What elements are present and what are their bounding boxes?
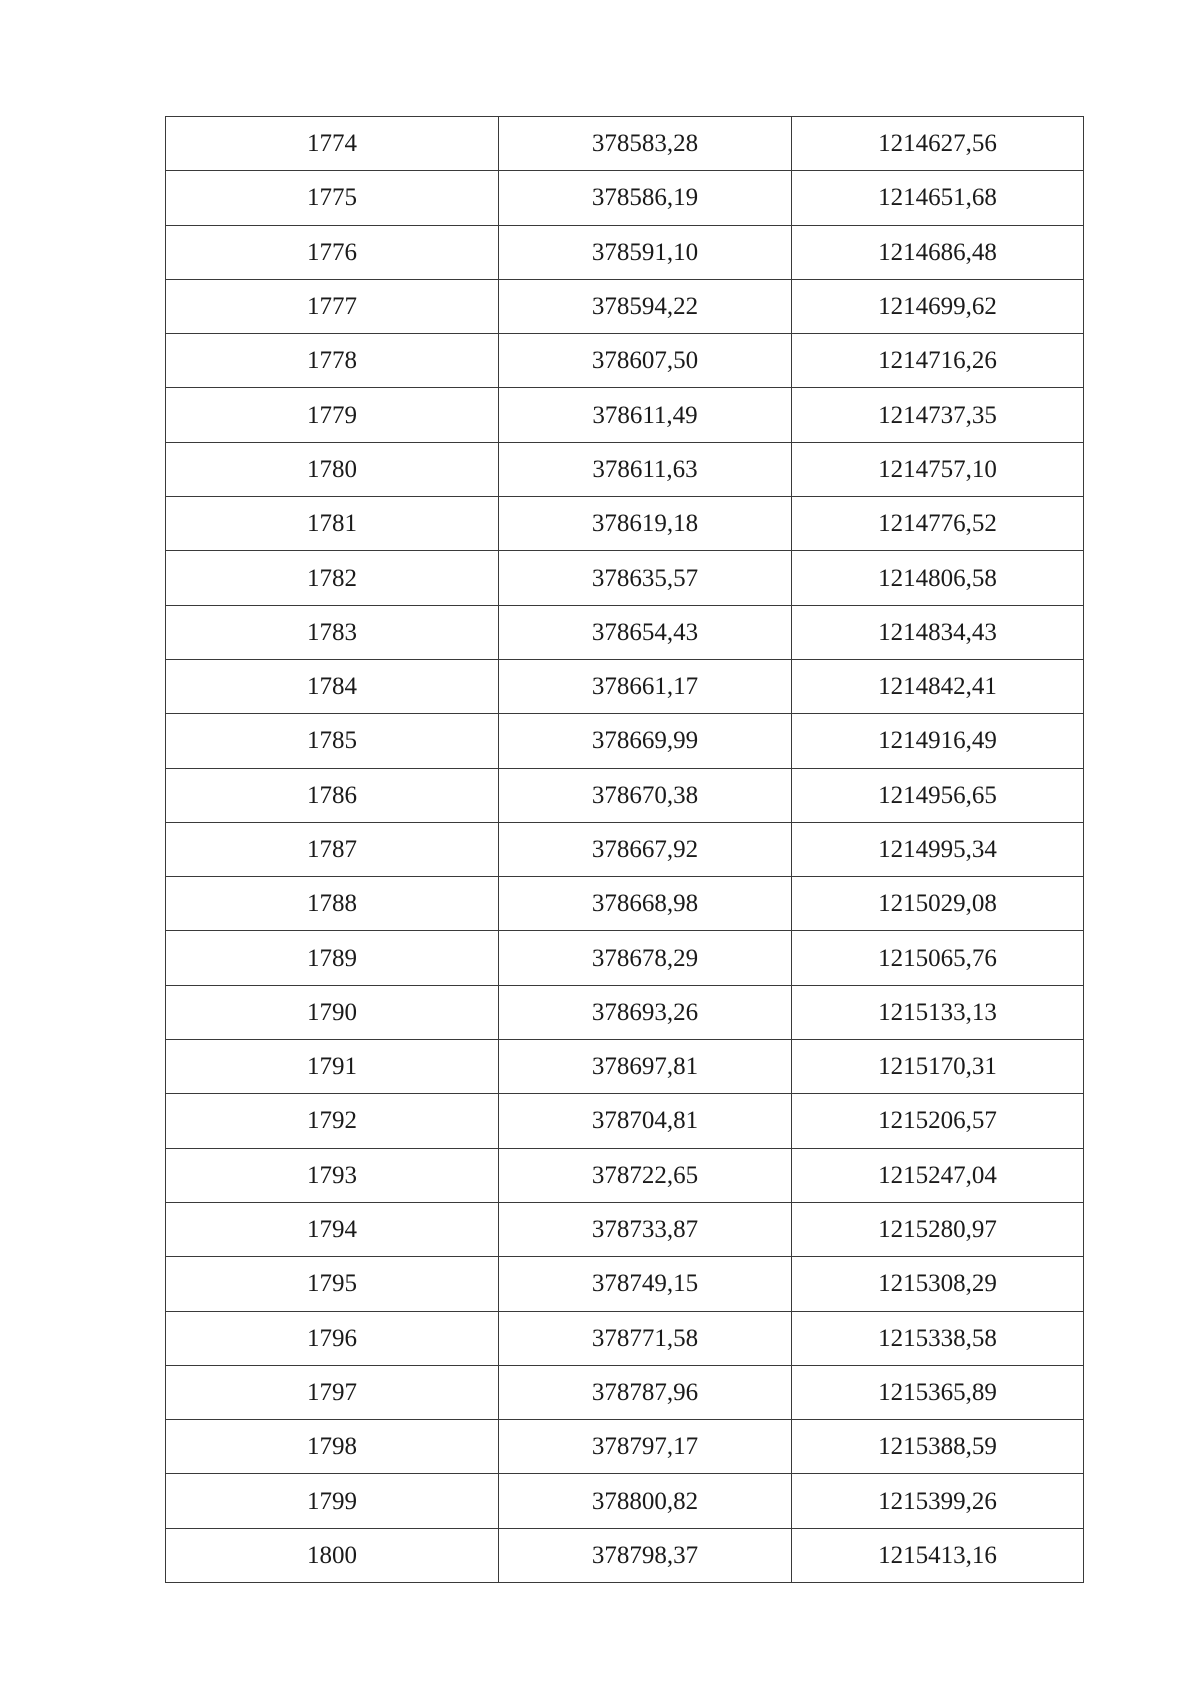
y-coordinate-cell: 1215338,58 bbox=[792, 1311, 1084, 1365]
table-row bbox=[166, 1040, 1084, 1094]
x-coordinate-cell: 378771,58 bbox=[499, 1311, 792, 1365]
x-coordinate-cell: 378594,22 bbox=[499, 279, 792, 333]
table-row bbox=[166, 497, 1084, 551]
x-coordinate-cell: 378749,15 bbox=[499, 1257, 792, 1311]
y-coordinate-cell: 1215029,08 bbox=[792, 877, 1084, 931]
point-number-cell: 1782 bbox=[166, 551, 499, 605]
point-number-cell: 1800 bbox=[166, 1528, 499, 1582]
table-row bbox=[166, 1311, 1084, 1365]
point-number-cell: 1799 bbox=[166, 1474, 499, 1528]
point-number-cell: 1798 bbox=[166, 1420, 499, 1474]
y-coordinate-cell: 1215065,76 bbox=[792, 931, 1084, 985]
y-coordinate-cell: 1215170,31 bbox=[792, 1040, 1084, 1094]
y-coordinate-cell: 1215399,26 bbox=[792, 1474, 1084, 1528]
table-row bbox=[166, 1474, 1084, 1528]
table-row bbox=[166, 225, 1084, 279]
point-number-cell: 1790 bbox=[166, 985, 499, 1039]
x-coordinate-cell: 378654,43 bbox=[499, 605, 792, 659]
x-coordinate-cell: 378693,26 bbox=[499, 985, 792, 1039]
x-coordinate-cell: 378668,98 bbox=[499, 877, 792, 931]
x-coordinate-cell: 378722,65 bbox=[499, 1148, 792, 1202]
x-coordinate-cell: 378611,63 bbox=[499, 442, 792, 496]
y-coordinate-cell: 1215388,59 bbox=[792, 1420, 1084, 1474]
point-number-cell: 1793 bbox=[166, 1148, 499, 1202]
table-row bbox=[166, 1528, 1084, 1582]
y-coordinate-cell: 1215413,16 bbox=[792, 1528, 1084, 1582]
point-number-cell: 1787 bbox=[166, 822, 499, 876]
y-coordinate-cell: 1214737,35 bbox=[792, 388, 1084, 442]
y-coordinate-cell: 1215206,57 bbox=[792, 1094, 1084, 1148]
point-number-cell: 1785 bbox=[166, 714, 499, 768]
point-number-cell: 1779 bbox=[166, 388, 499, 442]
table-row bbox=[166, 1257, 1084, 1311]
y-coordinate-cell: 1214699,62 bbox=[792, 279, 1084, 333]
table-row bbox=[166, 1365, 1084, 1419]
table-row bbox=[166, 605, 1084, 659]
x-coordinate-cell: 378669,99 bbox=[499, 714, 792, 768]
point-number-cell: 1781 bbox=[166, 497, 499, 551]
x-coordinate-cell: 378583,28 bbox=[499, 117, 792, 171]
y-coordinate-cell: 1214716,26 bbox=[792, 334, 1084, 388]
y-coordinate-cell: 1215133,13 bbox=[792, 985, 1084, 1039]
y-coordinate-cell: 1214995,34 bbox=[792, 822, 1084, 876]
x-coordinate-cell: 378797,17 bbox=[499, 1420, 792, 1474]
point-number-cell: 1792 bbox=[166, 1094, 499, 1148]
table-row bbox=[166, 279, 1084, 333]
y-coordinate-cell: 1214842,41 bbox=[792, 659, 1084, 713]
y-coordinate-cell: 1215280,97 bbox=[792, 1202, 1084, 1256]
y-coordinate-cell: 1214806,58 bbox=[792, 551, 1084, 605]
y-coordinate-cell: 1214956,65 bbox=[792, 768, 1084, 822]
y-coordinate-cell: 1214686,48 bbox=[792, 225, 1084, 279]
table-row bbox=[166, 822, 1084, 876]
point-number-cell: 1784 bbox=[166, 659, 499, 713]
table-row bbox=[166, 442, 1084, 496]
x-coordinate-cell: 378670,38 bbox=[499, 768, 792, 822]
y-coordinate-cell: 1215247,04 bbox=[792, 1148, 1084, 1202]
x-coordinate-cell: 378635,57 bbox=[499, 551, 792, 605]
x-coordinate-cell: 378678,29 bbox=[499, 931, 792, 985]
x-coordinate-cell: 378661,17 bbox=[499, 659, 792, 713]
y-coordinate-cell: 1214651,68 bbox=[792, 171, 1084, 225]
table-row bbox=[166, 931, 1084, 985]
x-coordinate-cell: 378611,49 bbox=[499, 388, 792, 442]
y-coordinate-cell: 1214627,56 bbox=[792, 117, 1084, 171]
table-row bbox=[166, 714, 1084, 768]
point-number-cell: 1788 bbox=[166, 877, 499, 931]
table-row bbox=[166, 1420, 1084, 1474]
y-coordinate-cell: 1214834,43 bbox=[792, 605, 1084, 659]
x-coordinate-cell: 378591,10 bbox=[499, 225, 792, 279]
table-row bbox=[166, 1202, 1084, 1256]
point-number-cell: 1774 bbox=[166, 117, 499, 171]
x-coordinate-cell: 378619,18 bbox=[499, 497, 792, 551]
y-coordinate-cell: 1214757,10 bbox=[792, 442, 1084, 496]
x-coordinate-cell: 378667,92 bbox=[499, 822, 792, 876]
x-coordinate-cell: 378697,81 bbox=[499, 1040, 792, 1094]
table-row bbox=[166, 551, 1084, 605]
point-number-cell: 1796 bbox=[166, 1311, 499, 1365]
point-number-cell: 1780 bbox=[166, 442, 499, 496]
point-number-cell: 1795 bbox=[166, 1257, 499, 1311]
x-coordinate-cell: 378586,19 bbox=[499, 171, 792, 225]
y-coordinate-cell: 1215308,29 bbox=[792, 1257, 1084, 1311]
point-number-cell: 1783 bbox=[166, 605, 499, 659]
y-coordinate-cell: 1214776,52 bbox=[792, 497, 1084, 551]
table-row bbox=[166, 171, 1084, 225]
point-number-cell: 1794 bbox=[166, 1202, 499, 1256]
table-row bbox=[166, 768, 1084, 822]
point-number-cell: 1776 bbox=[166, 225, 499, 279]
point-number-cell: 1791 bbox=[166, 1040, 499, 1094]
table-row bbox=[166, 1094, 1084, 1148]
table-row bbox=[166, 388, 1084, 442]
table-row bbox=[166, 334, 1084, 388]
point-number-cell: 1789 bbox=[166, 931, 499, 985]
x-coordinate-cell: 378704,81 bbox=[499, 1094, 792, 1148]
x-coordinate-cell: 378733,87 bbox=[499, 1202, 792, 1256]
table-row bbox=[166, 1148, 1084, 1202]
table-row bbox=[166, 659, 1084, 713]
point-number-cell: 1786 bbox=[166, 768, 499, 822]
x-coordinate-cell: 378607,50 bbox=[499, 334, 792, 388]
point-number-cell: 1777 bbox=[166, 279, 499, 333]
x-coordinate-cell: 378787,96 bbox=[499, 1365, 792, 1419]
coordinates-table-body bbox=[166, 117, 1084, 1583]
point-number-cell: 1775 bbox=[166, 171, 499, 225]
table-row bbox=[166, 117, 1084, 171]
table-row bbox=[166, 985, 1084, 1039]
x-coordinate-cell: 378798,37 bbox=[499, 1528, 792, 1582]
point-number-cell: 1797 bbox=[166, 1365, 499, 1419]
y-coordinate-cell: 1214916,49 bbox=[792, 714, 1084, 768]
coordinates-table bbox=[165, 116, 1084, 1583]
point-number-cell: 1778 bbox=[166, 334, 499, 388]
x-coordinate-cell: 378800,82 bbox=[499, 1474, 792, 1528]
table-row bbox=[166, 877, 1084, 931]
y-coordinate-cell: 1215365,89 bbox=[792, 1365, 1084, 1419]
